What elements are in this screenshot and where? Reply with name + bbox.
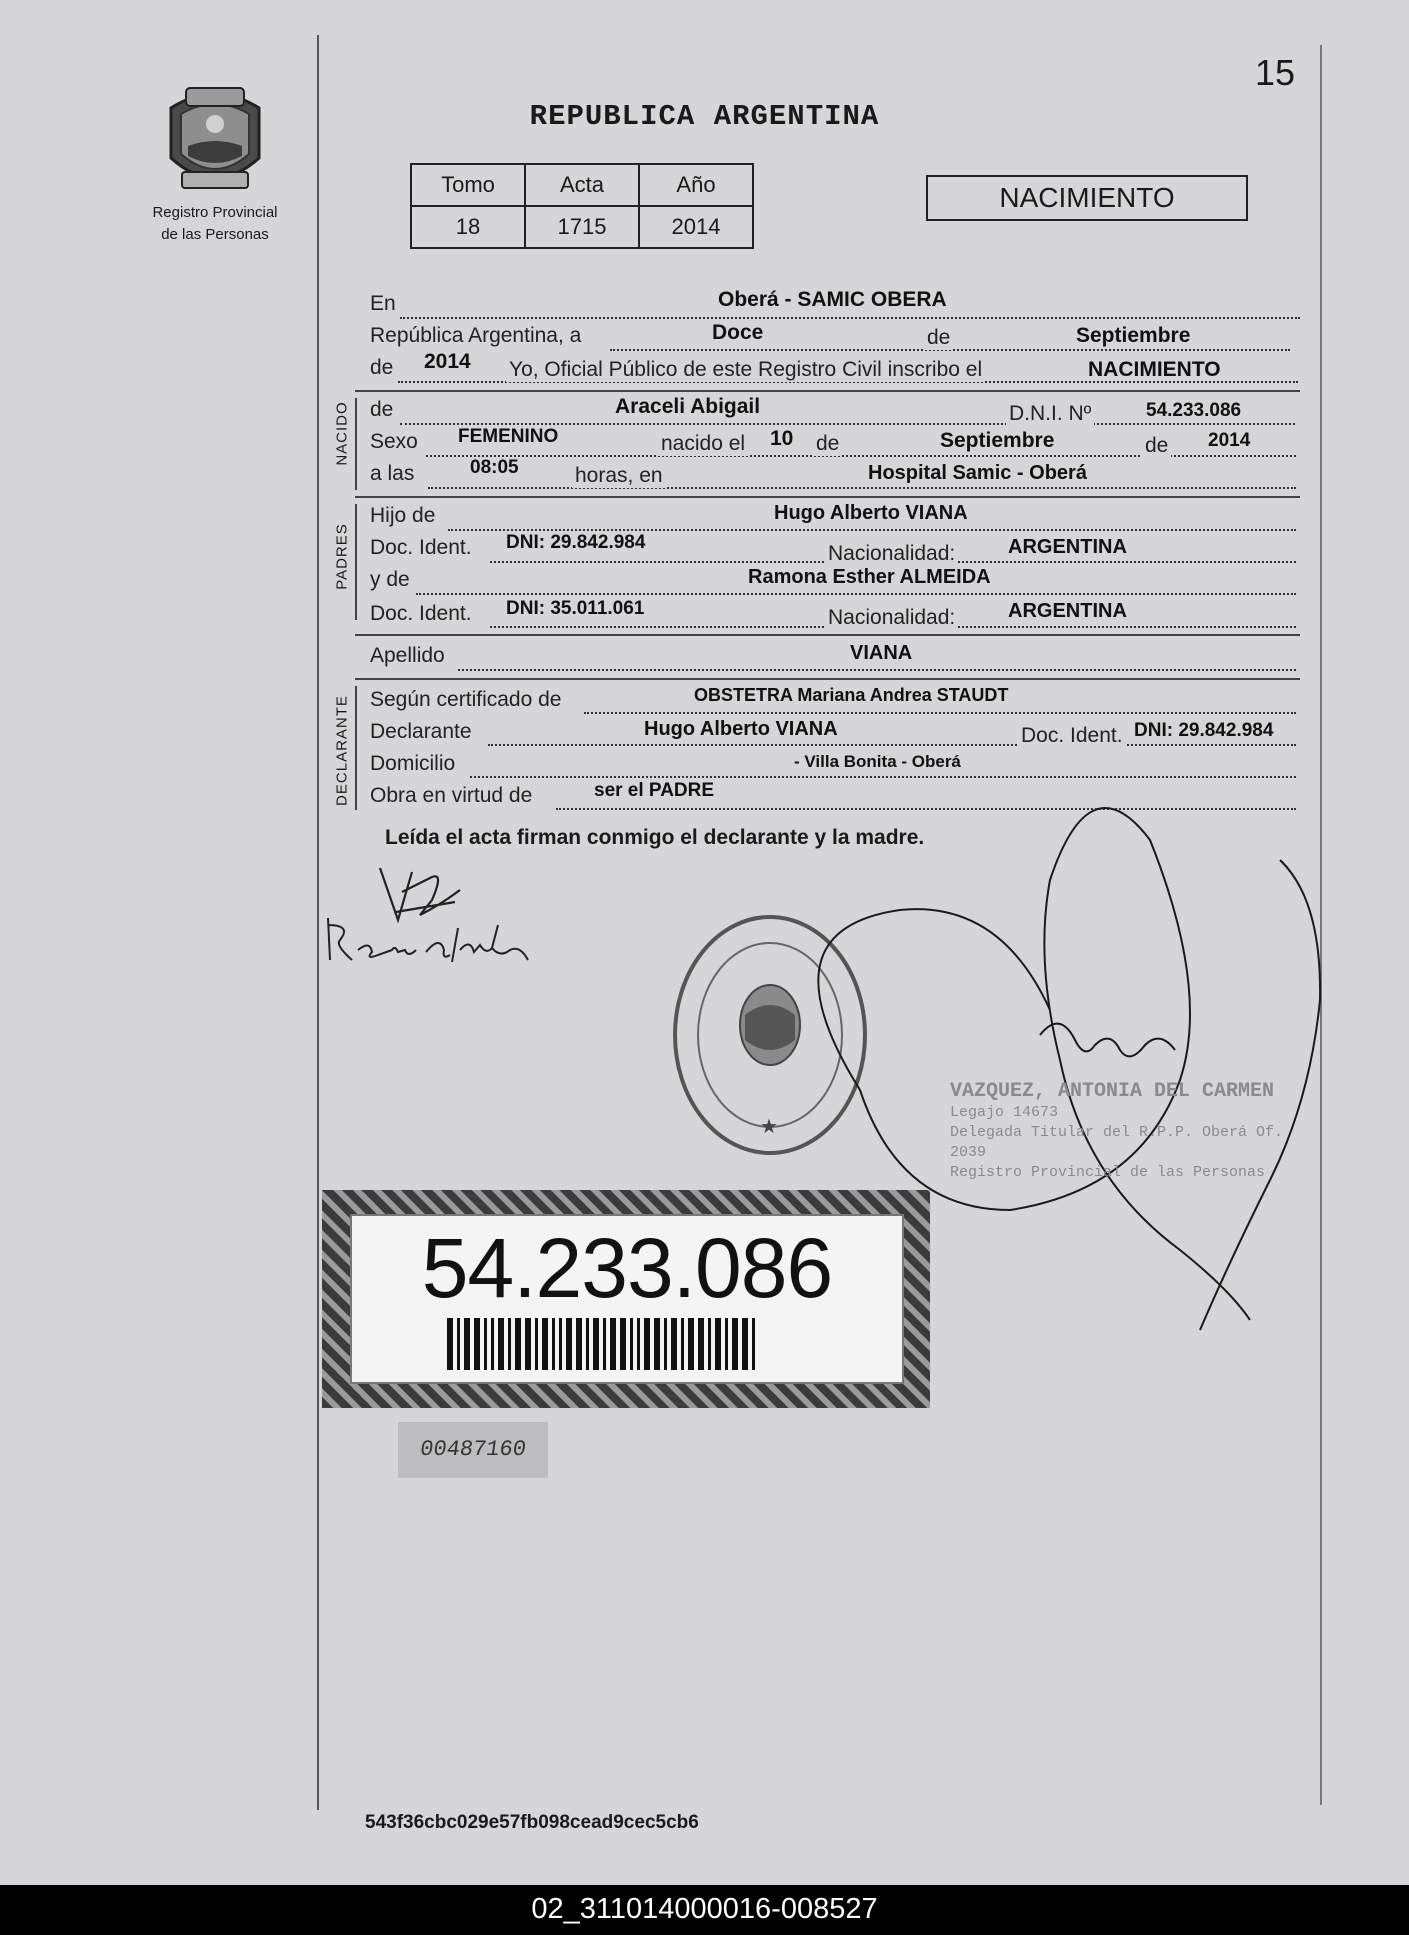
row-declarant: [370, 718, 1300, 748]
barcode-bar: [457, 1318, 460, 1370]
dotted-line: [488, 744, 1296, 746]
barcode-bar: [610, 1318, 616, 1370]
domicilio-label: Domicilio: [370, 752, 456, 775]
certificado-label: Según certificado de: [370, 688, 562, 711]
margin-line: [317, 35, 319, 1810]
dotted-line: [448, 529, 1296, 531]
barcode-bar: [484, 1318, 487, 1370]
barcode-bar: [535, 1318, 538, 1370]
dotted-line: [584, 712, 1296, 714]
row-date: [370, 321, 1300, 354]
official-name: VAZQUEZ, ANTONIA DEL CARMEN: [950, 1080, 1275, 1103]
official-legajo: Legajo 14673: [950, 1104, 1059, 1121]
row-address: [370, 750, 1300, 780]
declarant-doc: DNI: 29.842.984: [1134, 720, 1274, 741]
declarant-name: Hugo Alberto VIANA: [644, 718, 838, 740]
barcode-bar: [603, 1318, 606, 1370]
birth-day: 10: [770, 427, 794, 450]
row-mother-doc: [370, 598, 1300, 628]
sexo-label: Sexo: [370, 430, 418, 453]
child-name: Araceli Abigail: [615, 395, 761, 418]
barcode-bar: [620, 1318, 626, 1370]
day-value: Doce: [712, 321, 764, 344]
barcode-bar: [559, 1318, 562, 1370]
birth-month: Septiembre: [940, 429, 1055, 452]
logo-caption-line2: de las Personas: [161, 226, 269, 243]
anio-header: Año: [639, 164, 753, 206]
barcode-bar: [671, 1318, 677, 1370]
obra-label: Obra en virtud de: [370, 784, 533, 807]
tomo-value: 18: [411, 206, 525, 248]
section-separator: [355, 496, 1300, 498]
birth-place: Hospital Samic - Oberá: [868, 462, 1087, 484]
barcode-bar: [654, 1318, 660, 1370]
child-dni: 54.233.086: [1146, 400, 1242, 421]
row-certificate: [370, 686, 1300, 716]
mother-nationality: ARGENTINA: [1008, 600, 1127, 622]
serial-box: [398, 1422, 548, 1478]
barcode-number: 54.233.086: [421, 1221, 833, 1315]
y-de-label: y de: [370, 568, 410, 591]
registry-stamp: [675, 917, 865, 1153]
month-value: Septiembre: [1076, 324, 1191, 347]
nacionalidad-label: Nacionalidad:: [825, 542, 958, 566]
nacionalidad-label: Nacionalidad:: [825, 606, 958, 630]
barcode-bar: [752, 1318, 755, 1370]
section-separator: [355, 678, 1300, 680]
dotted-line: [556, 808, 1296, 810]
document-title: REPUBLICA ARGENTINA: [529, 100, 880, 133]
barcode-bars-icon: [447, 1318, 807, 1370]
row-obra: [370, 782, 1300, 812]
dotted-line: [400, 423, 1295, 425]
acta-header: Acta: [525, 164, 639, 206]
barcode-bar: [637, 1318, 640, 1370]
a-las-label: a las: [370, 462, 415, 485]
barcode-bar: [681, 1318, 684, 1370]
row-sex-birth: [370, 426, 1300, 460]
barcode-bar: [742, 1318, 748, 1370]
mother-signature: [328, 918, 528, 962]
birth-year: 2014: [1208, 430, 1251, 451]
barcode-bar: [566, 1318, 572, 1370]
barcode-bar: [664, 1318, 667, 1370]
father-nationality: ARGENTINA: [1008, 536, 1127, 558]
horas-en-label: horas, en: [572, 464, 666, 488]
nacido-bracket: [355, 398, 357, 490]
misiones-emblem-icon: [156, 80, 274, 200]
place-value: Oberá - SAMIC OBERA: [718, 288, 947, 311]
apellido-label: Apellido: [370, 644, 445, 667]
dotted-line: [400, 317, 1300, 319]
nacido-el-label: nacido el: [658, 432, 748, 456]
de-label: de: [927, 326, 951, 349]
footer-id: 02_311014000016-008527: [531, 1893, 878, 1925]
padres-section-label: PADRES: [333, 523, 351, 590]
barcode-bar: [708, 1318, 711, 1370]
dotted-line: [428, 487, 1296, 489]
year-value: 2014: [424, 350, 471, 373]
inscribo-label: Yo, Oficial Público de este Registro Civil inscribo el: [506, 358, 985, 382]
inscribo-value: NACIMIENTO: [1088, 358, 1221, 381]
barcode-bar: [715, 1318, 721, 1370]
barcode-bar: [474, 1318, 480, 1370]
logo-caption-line1: Registro Provincial: [152, 204, 278, 221]
dni-label: D.N.I. Nº: [1006, 402, 1094, 426]
row-time-place: [370, 457, 1300, 492]
barcode-inner: [350, 1214, 904, 1384]
dotted-line: [458, 669, 1296, 671]
row-mother: [370, 566, 1300, 596]
barcode-bar: [491, 1318, 494, 1370]
official-stamp: [950, 1080, 1290, 1183]
footer-bar: [0, 1885, 1409, 1935]
row-father-doc: [370, 534, 1300, 564]
barcode-bar: [698, 1318, 704, 1370]
republica-label: República Argentina, a: [370, 324, 582, 347]
padres-bracket: [355, 504, 357, 620]
row-father: [370, 502, 1300, 532]
anio-value: 2014: [639, 206, 753, 248]
tomo-header: Tomo: [411, 164, 525, 206]
barcode-bar: [630, 1318, 633, 1370]
doc-ident-label: Doc. Ident.: [370, 536, 472, 559]
section-separator: [355, 390, 1300, 392]
barcode-bar: [725, 1318, 728, 1370]
de-label: de: [1142, 434, 1171, 458]
right-border-line: [1320, 45, 1322, 1805]
row-place: [370, 288, 1300, 322]
birth-time: 08:05: [470, 457, 519, 478]
barcode-bar: [542, 1318, 548, 1370]
father-signature: [380, 868, 460, 920]
barcode-bar: [508, 1318, 511, 1370]
barcode-bar: [447, 1318, 453, 1370]
barcode-bar: [586, 1318, 589, 1370]
father-doc: DNI: 29.842.984: [506, 532, 646, 553]
row-year: [370, 350, 1300, 386]
father-name: Hugo Alberto VIANA: [774, 502, 968, 524]
section-separator: [355, 634, 1300, 636]
certificate-value: OBSTETRA Mariana Andrea STAUDT: [694, 685, 1009, 705]
svg-text:★: ★: [760, 1114, 778, 1138]
barcode-bar: [464, 1318, 470, 1370]
hijo-de-label: Hijo de: [370, 504, 436, 527]
barcode-label: [322, 1190, 930, 1408]
doc-ident-label: Doc. Ident.: [370, 602, 472, 625]
official-registro: Registro Provincial de las Personas: [950, 1164, 1266, 1181]
barcode-bar: [688, 1318, 694, 1370]
surname-value: VIANA: [850, 642, 913, 664]
barcode-bar: [525, 1318, 531, 1370]
registry-table: [410, 163, 754, 249]
row-child-name: [370, 395, 1300, 428]
serial-number: 00487160: [418, 1437, 528, 1462]
nacido-section-label: NACIDO: [333, 401, 351, 466]
barcode-bar: [576, 1318, 582, 1370]
de-label: de: [813, 432, 842, 456]
page-number: 15: [1255, 52, 1296, 93]
dotted-line: [416, 593, 1296, 595]
barcode-bar: [644, 1318, 650, 1370]
declarante-bracket: [355, 686, 357, 810]
mother-name: Ramona Esther ALMEIDA: [748, 566, 991, 588]
de-label: de: [370, 398, 394, 421]
barcode-bar: [552, 1318, 555, 1370]
doc-ident-label: Doc. Ident.: [1018, 724, 1126, 748]
document-hash: 543f36cbc029e57fb098cead9cec5cb6: [365, 1812, 699, 1833]
document-type-box: NACIMIENTO: [926, 175, 1248, 221]
en-label: En: [370, 292, 396, 315]
declarante-section-label: DECLARANTE: [333, 695, 351, 806]
acta-value: 1715: [525, 206, 639, 248]
dotted-line: [470, 776, 1296, 778]
barcode-bar: [732, 1318, 738, 1370]
sexo-value: FEMENINO: [458, 426, 559, 447]
barcode-bar: [498, 1318, 504, 1370]
declarante-label: Declarante: [370, 720, 472, 743]
official-cargo: Delegada Titular del R.P.P. Oberá Of. 2039: [950, 1124, 1284, 1161]
closing-statement: Leída el acta firman conmigo el declarante y la madre.: [385, 826, 925, 849]
obra-value: ser el PADRE: [594, 780, 715, 801]
row-surname: [370, 642, 1300, 672]
barcode-bar: [593, 1318, 599, 1370]
mother-doc: DNI: 35.011.061: [506, 598, 645, 619]
address-value: - Villa Bonita - Oberá: [794, 752, 961, 771]
barcode-bar: [515, 1318, 521, 1370]
de-year-label: de: [370, 356, 394, 379]
